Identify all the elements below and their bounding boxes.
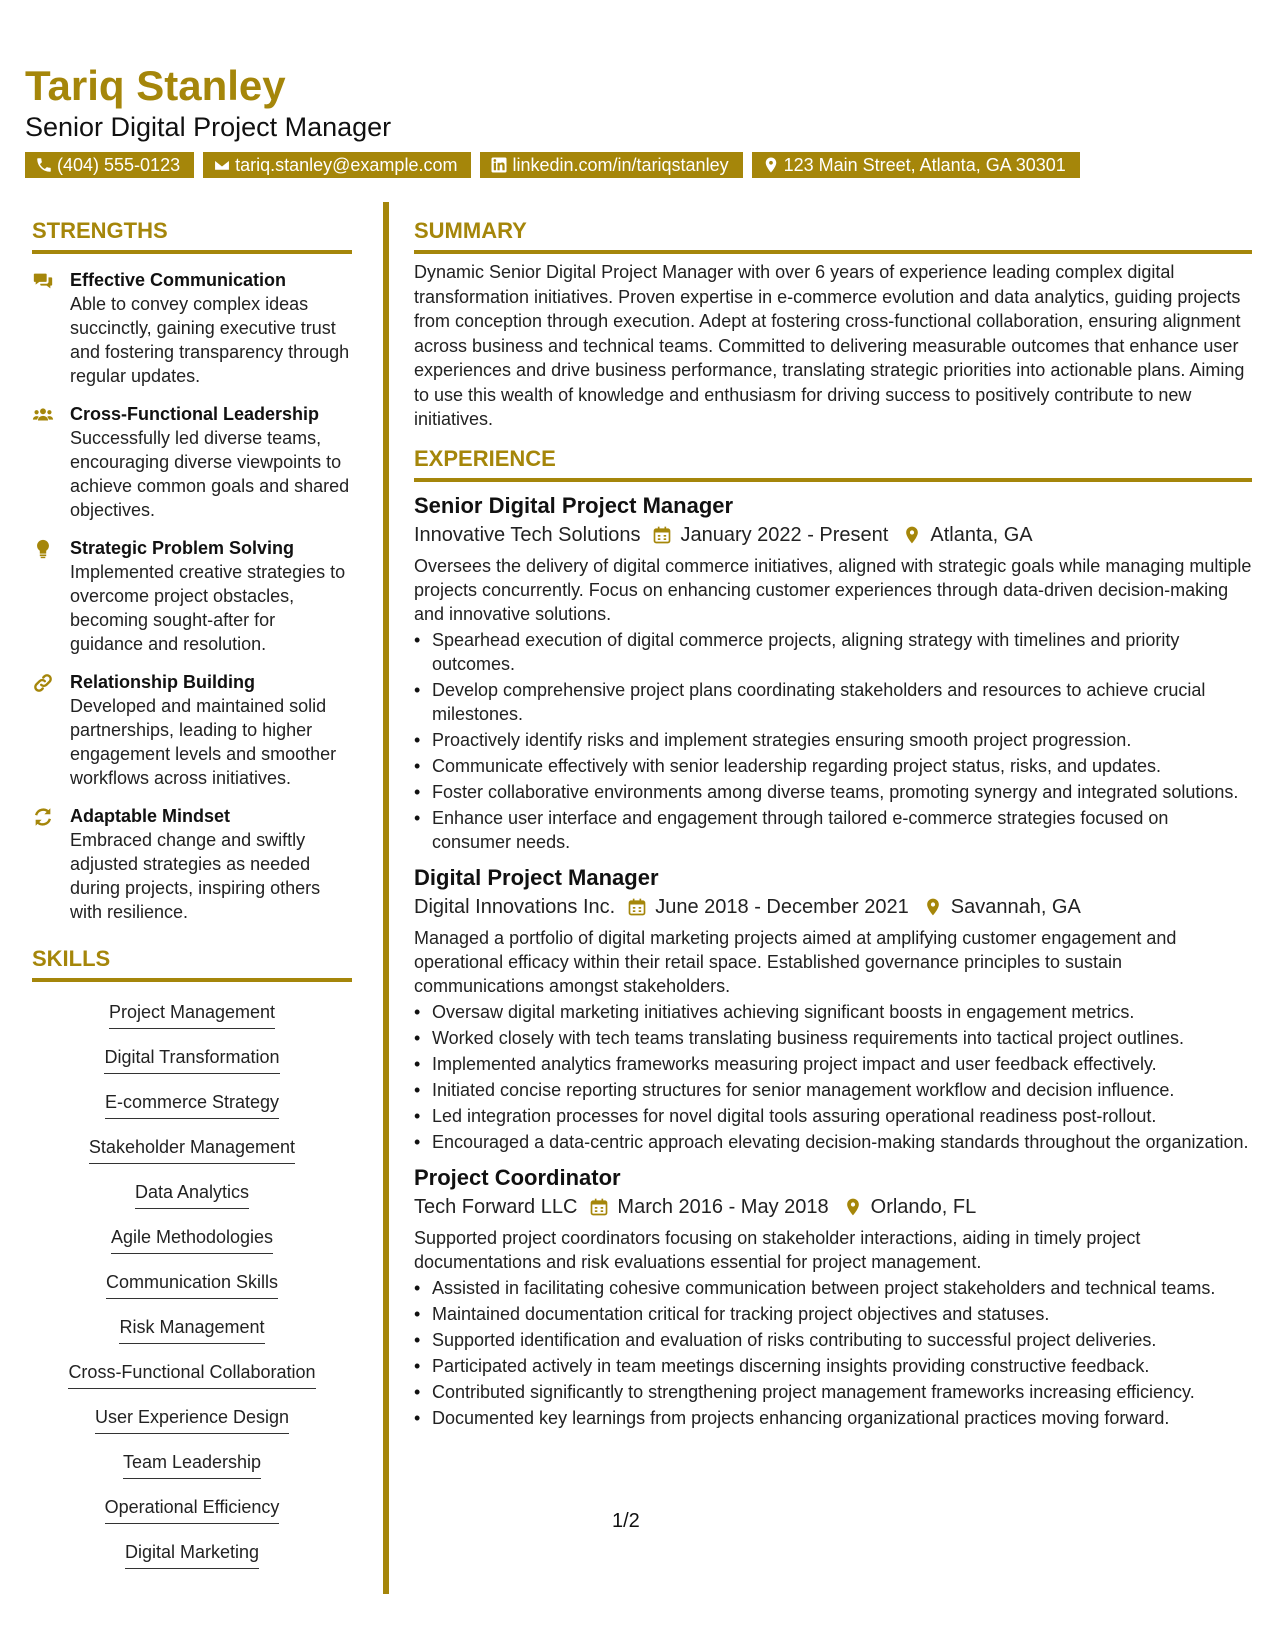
job-bullet: • Maintained documentation critical for tracking project objectives and statuses.: [432, 1302, 1252, 1326]
lightbulb-icon: [32, 538, 54, 560]
strength-item: [32, 670, 352, 790]
candidate-name: Tariq Stanley: [25, 62, 286, 109]
skill-tag: Project Management: [109, 1000, 275, 1029]
job-company: Digital Innovations Inc.: [414, 895, 616, 918]
job-bullet: • Enhance user interface and engagement through tailored e-commerce strategies focused on consumer needs.: [432, 806, 1252, 854]
contact-linkedin-text: linkedin.com/in/tariqstanley: [512, 154, 729, 175]
sync-icon: [32, 806, 54, 828]
strength-item: [32, 804, 352, 924]
job-description: Managed a portfolio of digital marketing projects aimed at amplifying customer engagement and operational efficacy within their retail space. Established governance principles to sustain communications amongst stakeholders.: [414, 927, 1177, 996]
strength-title: Strategic Problem Solving: [70, 538, 295, 558]
skills-list: [32, 992, 352, 1577]
job-bullet: • Oversaw digital marketing initiatives achieving significant boosts in engagement metrics.: [432, 1000, 1252, 1024]
strength-title: Effective Communication: [70, 270, 287, 290]
job-bullet: • Implemented analytics frameworks measuring project impact and user feedback effectively.: [432, 1052, 1252, 1076]
job-bullet: • Participated actively in team meetings discerning insights providing constructive feedback.: [432, 1354, 1252, 1378]
job-bullet: • Documented key learnings from projects enhancing organizational practices moving forward.: [432, 1406, 1252, 1430]
contact-bar: [25, 152, 1080, 178]
strength-desc: Able to convey complex ideas succinctly, gaining executive trust and fostering transparency through regular updates.: [70, 294, 350, 386]
contact-email-text: tariq.stanley@example.com: [235, 154, 458, 175]
job-location: Orlando, FL: [870, 1195, 977, 1218]
candidate-role: Senior Digital Project Manager: [25, 112, 392, 142]
job-bullets: [414, 1000, 1252, 1154]
strength-desc: Developed and maintained solid partnerships, leading to higher engagement levels and smoother workflows across initiatives.: [70, 696, 337, 788]
job-title: Project Coordinator: [414, 1164, 621, 1190]
job-description: Oversees the delivery of digital commerce initiatives, aligned with strategic goals while managing multiple projects concurrently. Focus on enhancing customer experiences through data-driven decision-making and innovative solutions.: [414, 555, 1252, 624]
skill-tag: Communication Skills: [106, 1270, 278, 1299]
contact-phone[interactable]: [25, 152, 194, 178]
envelope-icon: [213, 156, 231, 174]
job-entry: [414, 492, 1252, 854]
job-bullet: • Communicate effectively with senior leadership regarding project status, risks, and updates.: [432, 754, 1252, 778]
left-column: [32, 202, 352, 1577]
job-bullets: [414, 628, 1252, 854]
experience-heading: EXPERIENCE: [414, 446, 1252, 482]
skill-tag: Stakeholder Management: [89, 1135, 295, 1164]
job-bullet: • Foster collaborative environments among diverse teams, promoting synergy and integrated solutions.: [432, 780, 1252, 804]
right-column: [414, 202, 1252, 1432]
contact-address-text: 123 Main Street, Atlanta, GA 30301: [783, 154, 1066, 175]
map-pin-icon: [843, 1197, 863, 1217]
job-bullet: • Contributed significantly to strengthening project management frameworks increasing efficiency.: [432, 1380, 1252, 1404]
strengths-heading: STRENGTHS: [32, 218, 352, 254]
calendar-icon: [627, 897, 647, 917]
job-meta: [414, 892, 1252, 922]
map-pin-icon: [923, 897, 943, 917]
summary-text: Dynamic Senior Digital Project Manager with over 6 years of experience leading complex digital transformation initiatives. Proven expertise in e-commerce evolution and data analytics, guiding projects from conception through execution. Adept at fostering cross-functional collaboration, ensuring alignment across business and technical teams. Committed to delivering measurable outcomes that enhance user experiences and drive business performance, translating strategic priorities into actionable plans. Aiming to use this wealth of knowledge and enthusiasm for driving success to positively contribute to new initiatives.: [414, 262, 1245, 429]
linkedin-icon: [490, 156, 508, 174]
job-dates: March 2016 - May 2018: [617, 1195, 829, 1218]
job-bullet: • Led integration processes for novel digital tools assuring operational readiness post-rollout.: [432, 1104, 1252, 1128]
job-title: Digital Project Manager: [414, 864, 659, 890]
job-location: Atlanta, GA: [930, 523, 1033, 546]
contact-email[interactable]: [203, 152, 471, 178]
job-dates: January 2022 - Present: [680, 523, 889, 546]
strength-desc: Implemented creative strategies to overcome project obstacles, becoming sought-after for guidance and resolution.: [70, 562, 346, 654]
strength-item: [32, 402, 352, 522]
map-pin-icon: [762, 156, 780, 174]
contact-phone-text: (404) 555-0123: [57, 154, 181, 175]
job-bullet: • Develop comprehensive project plans coordinating stakeholders and resources to achieve crucial milestones.: [432, 678, 1252, 726]
job-bullet: • Spearhead execution of digital commerce projects, aligning strategy with timelines and priority outcomes.: [432, 628, 1252, 676]
job-entry: [414, 864, 1252, 1154]
job-bullet: • Assisted in facilitating cohesive communication between project stakeholders and technical teams.: [432, 1276, 1252, 1300]
strength-desc: Successfully led diverse teams, encouraging diverse viewpoints to achieve common goals and shared objectives.: [70, 428, 350, 520]
strength-item: [32, 268, 352, 388]
job-meta: [414, 520, 1252, 550]
job-bullet: • Supported identification and evaluation of risks contributing to successful project deliveries.: [432, 1328, 1252, 1352]
contact-address[interactable]: [752, 152, 1080, 178]
job-location: Savannah, GA: [950, 895, 1081, 918]
users-group-icon: [32, 404, 54, 426]
skill-tag: Digital Marketing: [125, 1540, 259, 1569]
skill-tag: Digital Transformation: [104, 1045, 279, 1074]
job-entry: [414, 1164, 1252, 1430]
job-bullet: • Proactively identify risks and implement strategies ensuring smooth project progression.: [432, 728, 1252, 752]
skill-tag: Agile Methodologies: [111, 1225, 273, 1254]
skill-tag: Operational Efficiency: [105, 1495, 280, 1524]
job-company: Innovative Tech Solutions: [414, 523, 641, 546]
column-divider: [383, 202, 389, 1594]
page-number: 1/2: [612, 1510, 640, 1532]
calendar-icon: [652, 525, 672, 545]
map-pin-icon: [902, 525, 922, 545]
job-company: Tech Forward LLC: [414, 1195, 578, 1218]
phone-icon: [35, 156, 53, 174]
skill-tag: Data Analytics: [135, 1180, 249, 1209]
strength-title: Adaptable Mindset: [70, 806, 231, 826]
summary-heading: SUMMARY: [414, 218, 1252, 254]
skill-tag: Risk Management: [119, 1315, 264, 1344]
skill-tag: User Experience Design: [95, 1405, 289, 1434]
strength-item: [32, 536, 352, 656]
job-title: Senior Digital Project Manager: [414, 492, 734, 518]
job-bullets: [414, 1276, 1252, 1430]
strength-desc: Embraced change and swiftly adjusted strategies as needed during projects, inspiring others with resilience.: [70, 830, 321, 922]
skill-tag: E-commerce Strategy: [105, 1090, 279, 1119]
skill-tag: Cross-Functional Collaboration: [68, 1360, 315, 1389]
job-description: Supported project coordinators focusing on stakeholder interactions, aiding in timely project documentations and risk evaluations essential for project management.: [414, 1227, 1141, 1272]
link-icon: [32, 672, 54, 694]
strength-title: Cross-Functional Leadership: [70, 404, 320, 424]
job-dates: June 2018 - December 2021: [655, 895, 909, 918]
chat-bubbles-icon: [32, 270, 54, 292]
job-meta: [414, 1192, 1252, 1222]
skill-tag: Team Leadership: [123, 1450, 261, 1479]
calendar-icon: [589, 1197, 609, 1217]
skills-heading: SKILLS: [32, 946, 352, 982]
contact-linkedin[interactable]: [480, 152, 742, 178]
job-bullet: • Encouraged a data-centric approach elevating decision-making standards throughout the organization.: [432, 1130, 1252, 1154]
strength-title: Relationship Building: [70, 672, 255, 692]
job-bullet: • Initiated concise reporting structures for senior management workflow and decision influence.: [432, 1078, 1252, 1102]
job-bullet: • Worked closely with tech teams translating business requirements into tactical project outlines.: [432, 1026, 1252, 1050]
